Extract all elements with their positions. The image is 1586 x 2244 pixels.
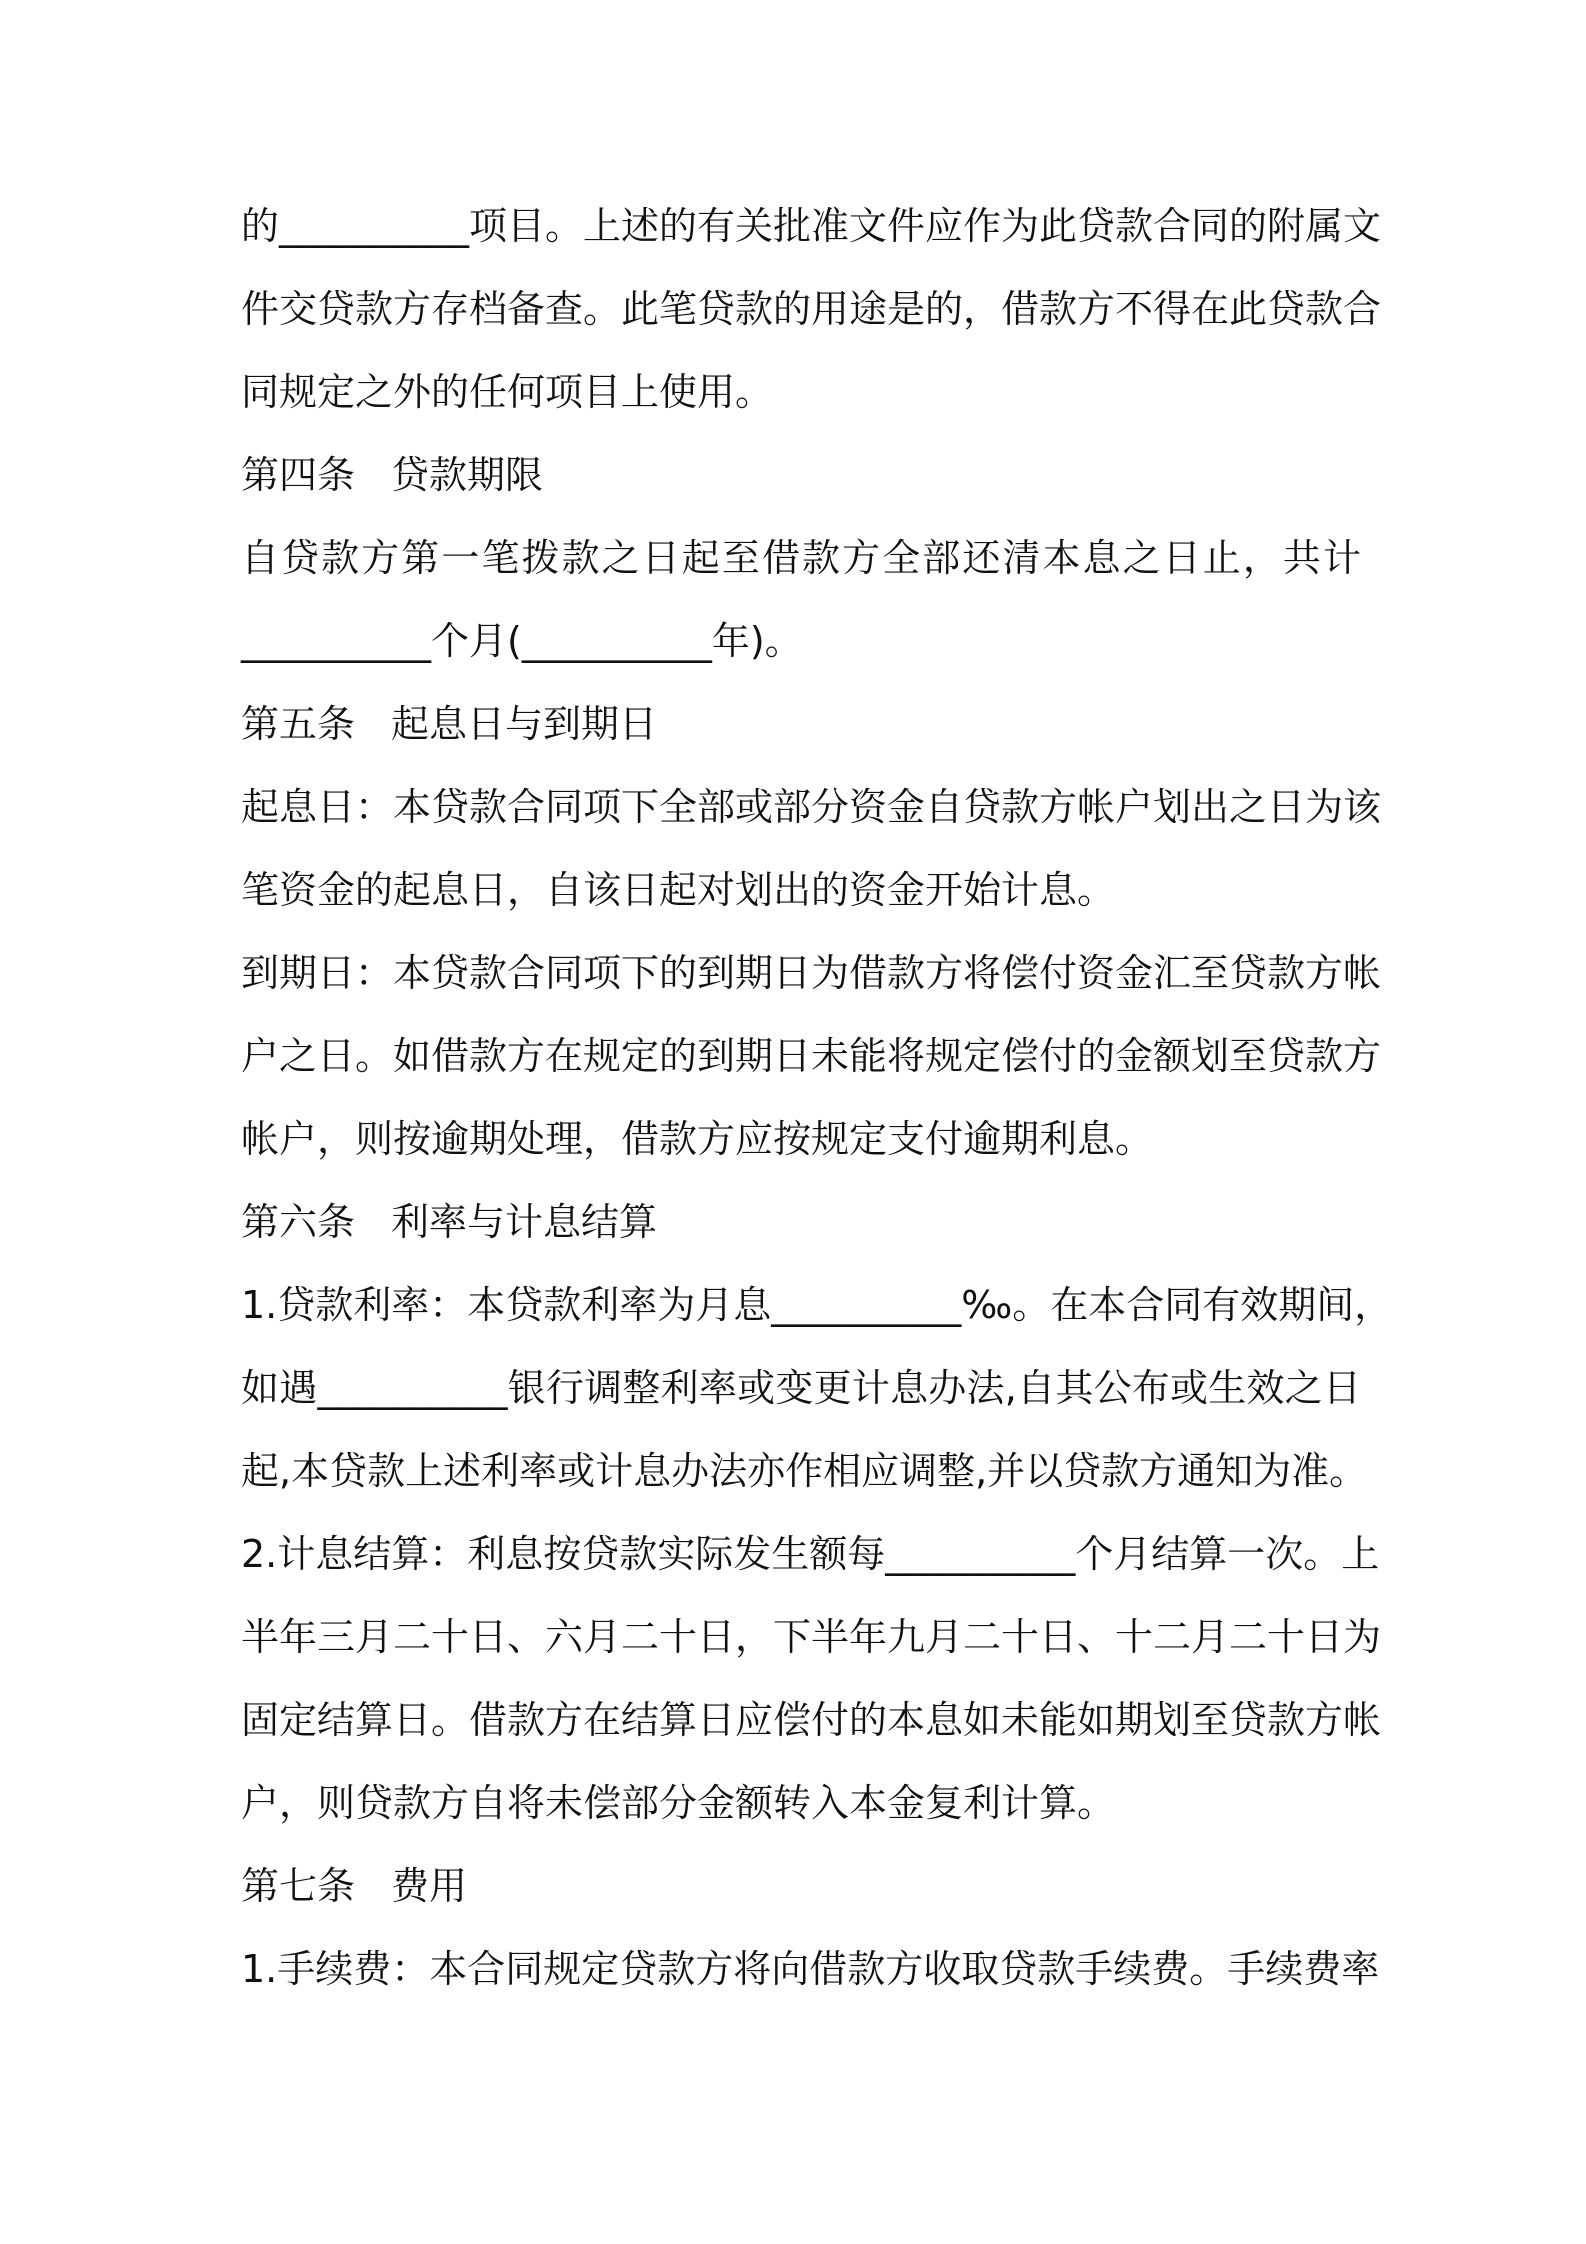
section-number: 第四条 [241, 453, 356, 497]
section-number: 第五条 [241, 702, 356, 746]
section-heading [241, 1856, 467, 1916]
section-number: 第七条 [241, 1864, 356, 1908]
text-line: 自贷款方第一笔拨款之日起至借款方全部还清本息之日止，共计 [241, 536, 1361, 580]
text-line: 1.手续费：本合同规定贷款方将向借款方收取贷款手续费。手续费率 [241, 1947, 1380, 1991]
section-heading [241, 1192, 657, 1252]
text-line: 到期日：本贷款合同项下的到期日为借款方将偿付资金汇至贷款方帐 [241, 951, 1382, 995]
section-title: 贷款期限 [391, 453, 544, 497]
text-line: 半年三月二十日、六月二十日，下半年九月二十日、十二月二十日为 [241, 1615, 1382, 1659]
text-line: 件交贷款方存档备查。此笔贷款的用途是的，借款方不得在此贷款合 [241, 287, 1382, 331]
text-line: 帐户，则按逾期处理，借款方应按规定支付逾期利息。 [241, 1117, 1154, 1161]
text-line: __________个月(__________年)。 [241, 619, 803, 663]
section-heading [241, 694, 657, 754]
text-line: 户，则贷款方自将未偿部分金额转入本金复利计算。 [241, 1781, 1116, 1825]
section-number: 第六条 [241, 1200, 356, 1244]
section-heading [241, 445, 543, 505]
text-line: 2.计息结算：利息按贷款实际发生额每__________个月结算一次。上 [241, 1532, 1380, 1576]
section-title: 起息日与到期日 [391, 702, 658, 746]
text-line: 户之日。如借款方在规定的到期日未能将规定偿付的金额划至贷款方 [241, 1034, 1382, 1078]
text-line: 起,本贷款上述利率或计息办法亦作相应调整,并以贷款方通知为准。 [241, 1449, 1368, 1493]
text-line: 同规定之外的任何项目上使用。 [241, 370, 774, 414]
section-title: 费用 [391, 1864, 468, 1908]
text-line: 笔资金的起息日，自该日起对划出的资金开始计息。 [241, 868, 1116, 912]
text-line: 起息日：本贷款合同项下全部或部分资金自贷款方帐户划出之日为该 [241, 785, 1382, 829]
text-line: 如遇__________银行调整利率或变更计息办法,自其公布或生效之日 [241, 1366, 1361, 1410]
section-title: 利率与计息结算 [391, 1200, 658, 1244]
text-line: 的__________项目。上述的有关批准文件应作为此贷款合同的附属文 [241, 204, 1382, 248]
text-line: 固定结算日。借款方在结算日应偿付的本息如未能如期划至贷款方帐 [241, 1698, 1382, 1742]
text-line: 1.贷款利率：本贷款利率为月息__________‰。在本合同有效期间， [241, 1283, 1393, 1327]
